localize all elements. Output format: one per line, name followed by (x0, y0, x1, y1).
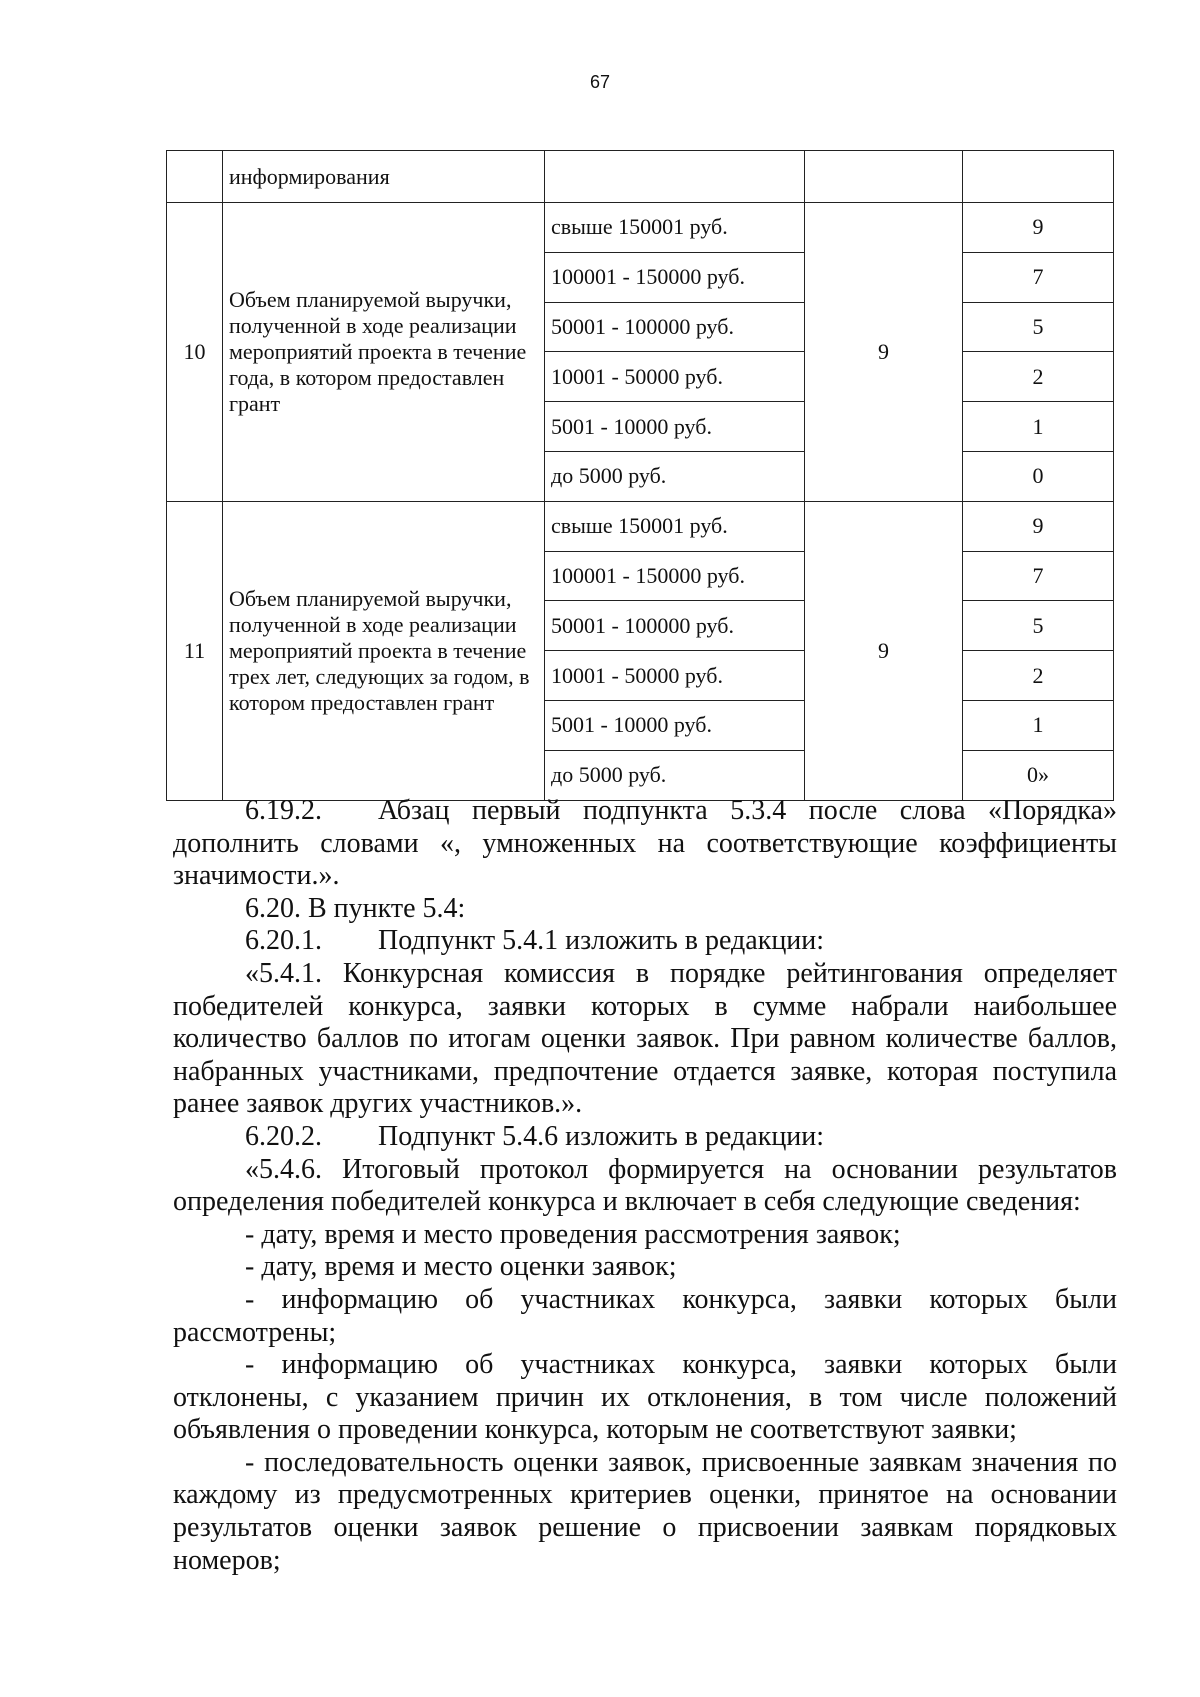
paragraph-text: Подпункт 5.4.1 изложить в редакции: (378, 925, 825, 957)
table-row-continued (167, 151, 1114, 203)
table-cell-score: 9 (963, 203, 1114, 253)
table-cell-value (545, 151, 805, 203)
table-cell-value: 5001 - 10000 руб. (545, 700, 805, 750)
table-cell-score: 7 (963, 551, 1114, 601)
table-cell-weight (805, 151, 963, 203)
list-item: - информацию об участниках конкурса, заявки которых были отклонены, с указанием причин их отклонения, в том числе положений объявления о проведении конкурса, которым не соответствуют заявки; (173, 1349, 1117, 1446)
table-cell-criterion: информирования (223, 151, 545, 203)
table-cell-weight: 9 (805, 203, 963, 502)
paragraph-6-20-2 (173, 1121, 1117, 1154)
paragraph-6-20: 6.20. В пункте 5.4: (245, 892, 466, 924)
table-cell-score: 7 (963, 252, 1114, 302)
table-cell-score: 0 (963, 451, 1114, 501)
table-cell-value: до 5000 руб. (545, 750, 805, 800)
table-cell-score: 1 (963, 402, 1114, 452)
list-item: - информацию об участниках конкурса, заявки которых были рассмотрены; (173, 1283, 1117, 1348)
table-cell-value: 5001 - 10000 руб. (545, 402, 805, 452)
table-row (167, 203, 1114, 253)
table-cell-score (963, 151, 1114, 203)
table-cell-score: 5 (963, 601, 1114, 651)
table-cell-value: 100001 - 150000 руб. (545, 551, 805, 601)
table-cell-value: свыше 150001 руб. (545, 501, 805, 551)
table-cell-value: 10001 - 50000 руб. (545, 352, 805, 402)
list-item: - последовательность оценки заявок, присвоенные заявкам значения по каждому из предусмотренных критериев оценки, принятое на основании результатов оценки заявок решение о присвоении заявкам порядковых номеров; (173, 1446, 1117, 1576)
table-cell-value: свыше 150001 руб. (545, 203, 805, 253)
table-cell-value: до 5000 руб. (545, 451, 805, 501)
clause-number: 6.20.2. (245, 1120, 322, 1152)
table-cell-score: 2 (963, 651, 1114, 701)
paragraph-6-19-2 (173, 795, 1117, 893)
list-item: - дату, время и место проведения рассмотрения заявок; (245, 1218, 901, 1250)
table-row (167, 501, 1114, 551)
clause-number: 6.20.1. (245, 925, 322, 957)
list-item: - дату, время и место оценки заявок; (245, 1251, 677, 1283)
table-cell-value: 50001 - 100000 руб. (545, 601, 805, 651)
table-cell-criterion: Объем планируемой выручки, полученной в ходе реализации мероприятий проекта в течение трех лет, следующих за годом, в котором предоставлен грант (223, 501, 545, 800)
table-cell-score: 1 (963, 700, 1114, 750)
table-cell-score: 9 (963, 501, 1114, 551)
paragraph-5-4-1: «5.4.1. Конкурсная комиссия в порядке рейтингования определяет победителей конкурса, заявки которых в сумме набрали наибольшее количество баллов по итогам оценки заявок. При равном количестве баллов, набранных участниками, предпочтение отдается заявке, которая поступила ранее заявок других участников.». (173, 957, 1117, 1120)
table-cell-value: 100001 - 150000 руб. (545, 252, 805, 302)
page-number: 67 (589, 72, 611, 92)
table-cell-score: 2 (963, 352, 1114, 402)
table-cell-score: 0» (963, 750, 1114, 800)
table-cell-value: 50001 - 100000 руб. (545, 302, 805, 352)
paragraph-text: Подпункт 5.4.6 изложить в редакции: (378, 1120, 825, 1152)
paragraph-5-4-6: «5.4.6. Итоговый протокол формируется на основании результатов определения победителей конкурса и включает в себя следующие сведения: (173, 1153, 1117, 1218)
document-body (173, 795, 1117, 1577)
table-cell-score: 5 (963, 302, 1114, 352)
criteria-table (166, 150, 1114, 801)
clause-number: 6.19.2. (245, 795, 322, 826)
paragraph-6-20-1 (173, 925, 1117, 958)
table-cell-num (167, 151, 223, 203)
table-cell-num: 11 (167, 501, 223, 800)
table-cell-weight: 9 (805, 501, 963, 800)
table-cell-value: 10001 - 50000 руб. (545, 651, 805, 701)
table-cell-num: 10 (167, 203, 223, 502)
paragraph-text: Абзац первый подпункта 5.3.4 после слова «Порядка» дополнить словами «, умноженных на соответствующие коэффициенты значимости.». (173, 795, 1117, 892)
table-cell-criterion: Объем планируемой выручки, полученной в ходе реализации мероприятий проекта в течение года, в котором предоставлен грант (223, 203, 545, 502)
